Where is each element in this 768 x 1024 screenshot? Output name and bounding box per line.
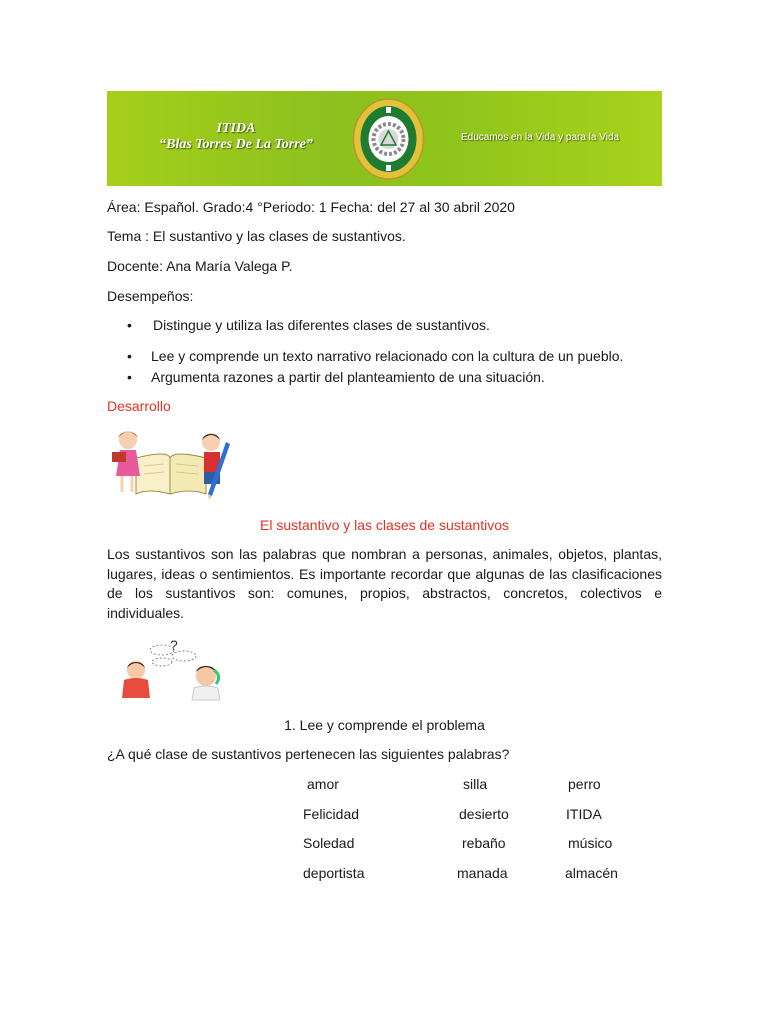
intro-paragraph: Los sustantivos son las palabras que nombran a personas, animales, objetos, plantas, lugares, ideas o sentimientos. Es importante recordar que algunas de las clasificaciones de los sustantivos son: comunes, propios, abstractos, concretos, colectivos e individuales. (107, 546, 662, 621)
word-cell: silla (463, 776, 488, 792)
svg-text:?: ? (170, 637, 178, 653)
desempeno-item: Distingue y utiliza las diferentes clases de sustantivos. (153, 317, 490, 333)
bullet-icon: • (127, 317, 132, 333)
desempenos-label: Desempeños: (107, 288, 194, 304)
word-cell: rebaño (462, 835, 506, 851)
activity-question: ¿A qué clase de sustantivos pertenecen las siguientes palabras? (107, 746, 510, 762)
section-title: El sustantivo y las clases de sustantivos (259, 517, 509, 533)
word-cell: manada (457, 865, 508, 881)
word-cell: almacén (565, 865, 618, 881)
school-name-line2: “Blas Torres De La Torre” (159, 137, 313, 152)
word-cell: Soledad (303, 835, 355, 851)
area-line: Área: Español. Grado:4 °Periodo: 1 Fecha: del 27 al 30 abril 2020 (107, 199, 515, 215)
word-cell: ITIDA (566, 806, 602, 822)
header-banner (107, 91, 662, 186)
desempeno-item: Lee y comprende un texto narrativo relacionado con la cultura de un pueblo. (151, 348, 624, 364)
desempeno-item: Argumenta razones a partir del planteamiento de una situación. (151, 369, 545, 385)
word-cell: músico (568, 835, 613, 851)
activity-step-title: 1. Lee y comprende el problema (284, 717, 485, 733)
word-cell: amor (307, 776, 339, 792)
school-name (121, 121, 351, 153)
bullet-icon: • (127, 348, 132, 364)
word-cell: desierto (459, 806, 509, 822)
children-reading-book-icon (108, 428, 233, 500)
school-crest-icon (351, 97, 426, 181)
school-slogan: Educamos en la Vida y para la Vida (461, 132, 620, 143)
school-name-line1: ITIDA (216, 121, 256, 136)
word-cell: Felicidad (303, 806, 360, 822)
word-cell: perro (568, 776, 601, 792)
docente-line: Docente: Ana María Valega P. (107, 258, 293, 274)
word-cell: deportista (303, 865, 365, 881)
bullet-icon: • (127, 369, 132, 385)
tema-line: Tema : El sustantivo y las clases de sustantivos. (107, 228, 406, 244)
desarrollo-heading: Desarrollo (107, 398, 171, 414)
children-thinking-icon (118, 636, 230, 702)
